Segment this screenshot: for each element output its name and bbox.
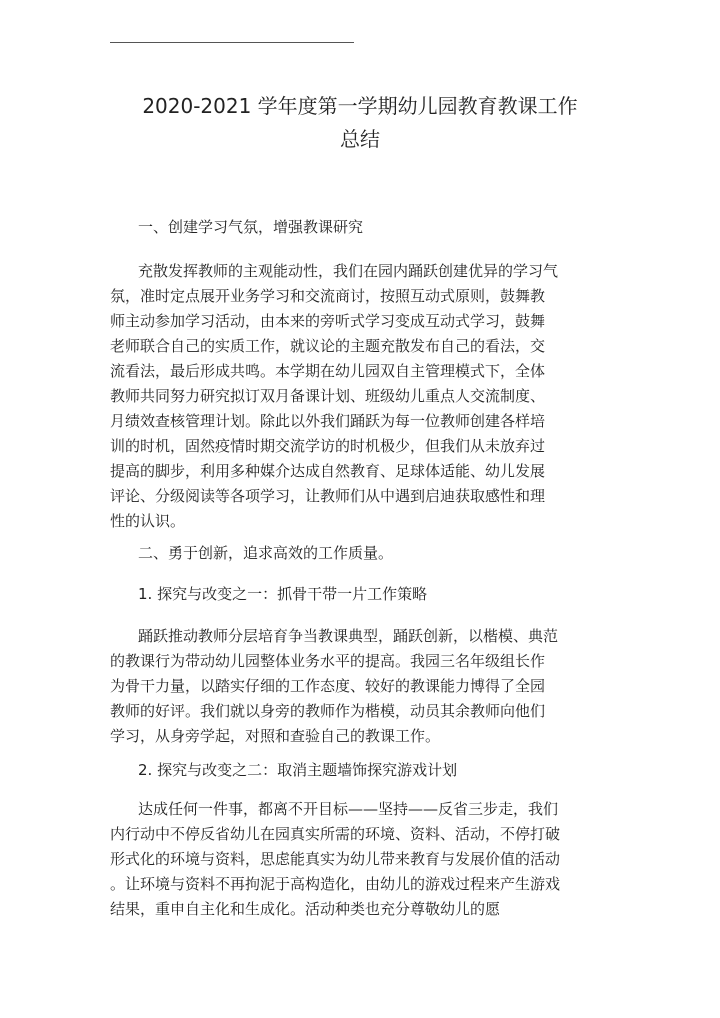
- paragraph-line: 训的时机，固然疫情时期交流学访的时机极少，但我们从未放弃过: [110, 437, 546, 455]
- title-line-1: 2020-2021 学年度第一学期幼儿园教育教课工作: [142, 94, 578, 118]
- section-1-paragraph: [110, 259, 610, 534]
- paragraph-line: 性的认识。: [110, 512, 186, 530]
- paragraph-line: 提高的脚步，利用多种媒介达成自然教育、足球体适能、幼儿发展: [110, 462, 546, 480]
- subsection-1-heading: [110, 583, 610, 604]
- paragraph-line: 教师的好评。我们就以身旁的教师作为楷模，动员其余教师向他们: [110, 702, 546, 720]
- paragraph-line: 。让环境与资料不再拘泥于高构造化，由幼儿的游戏过程来产生游戏: [110, 875, 561, 893]
- paragraph-line: 结果，重申自主化和生成化。活动种类也充分尊敬幼儿的愿: [110, 900, 501, 918]
- section-1-heading: 一、创建学习气氛，增强教课研究: [138, 218, 364, 236]
- subsection-2-paragraph: [110, 797, 610, 922]
- paragraph-line: 月绩效查核管理计划。除此以外我们踊跃为每一位教师创建各样培: [110, 412, 546, 430]
- paragraph-line: 师主动参加学习活动，由本来的旁听式学习变成互动式学习，鼓舞: [110, 312, 546, 330]
- header-rule: [110, 42, 354, 43]
- paragraph-line: 达成任何一件事，都离不开目标——坚持——反省三步走，我们: [138, 800, 559, 818]
- paragraph-line: 的教课行为带动幼儿园整体业务水平的提高。我园三名年级组长作: [110, 652, 546, 670]
- paragraph-line: 教师共同努力研究拟订双月备课计划、班级幼儿重点人交流制度、: [110, 387, 546, 405]
- paragraph-line: 踊跃推动教师分层培育争当教课典型，踊跃创新，以楷模、典范: [138, 627, 559, 645]
- paragraph-line: 氛，准时定点展开业务学习和交流商讨，按照互动式原则，鼓舞教: [110, 287, 546, 305]
- section-2-heading: 二、勇于创新，追求高效的工作质量。: [138, 544, 394, 562]
- paragraph-line: 内行动中不停反省幼儿在园真实所需的环境、资料、活动，不停打破: [110, 825, 561, 843]
- subsection-1-title: 探究与改变之一：抓骨干带一片工作策略: [157, 585, 428, 603]
- subsection-1-number: 1.: [138, 585, 153, 603]
- paragraph-line: 评论、分级阅读等各项学习，让教师们从中遇到启迪获取感性和理: [110, 487, 546, 505]
- paragraph-line: 学习，从身旁学起，对照和查验自己的教课工作。: [110, 727, 441, 745]
- document-title: [60, 90, 660, 156]
- paragraph-line: 形式化的环境与资料，思虑能真实为幼儿带来教育与发展价值的活动: [110, 850, 561, 868]
- paragraph-line: 为骨干力量，以踏实仔细的工作态度、较好的教课能力博得了全园: [110, 677, 546, 695]
- subsection-2-heading: [110, 759, 610, 780]
- subsection-2-number: 2.: [138, 761, 153, 779]
- title-line-2: 总结: [340, 127, 380, 151]
- subsection-1-paragraph: [110, 624, 610, 749]
- paragraph-line: 流看法，最后形成共鸣。本学期在幼儿园双自主管理模式下，全体: [110, 362, 546, 380]
- paragraph-line: 充散发挥教师的主观能动性，我们在园内踊跃创建优异的学习气: [138, 262, 559, 280]
- subsection-2-title: 探究与改变之二：取消主题墙饰探究游戏计划: [157, 761, 458, 779]
- paragraph-line: 老师联合自己的实质工作，就议论的主题充散发布自己的看法，交: [110, 337, 546, 355]
